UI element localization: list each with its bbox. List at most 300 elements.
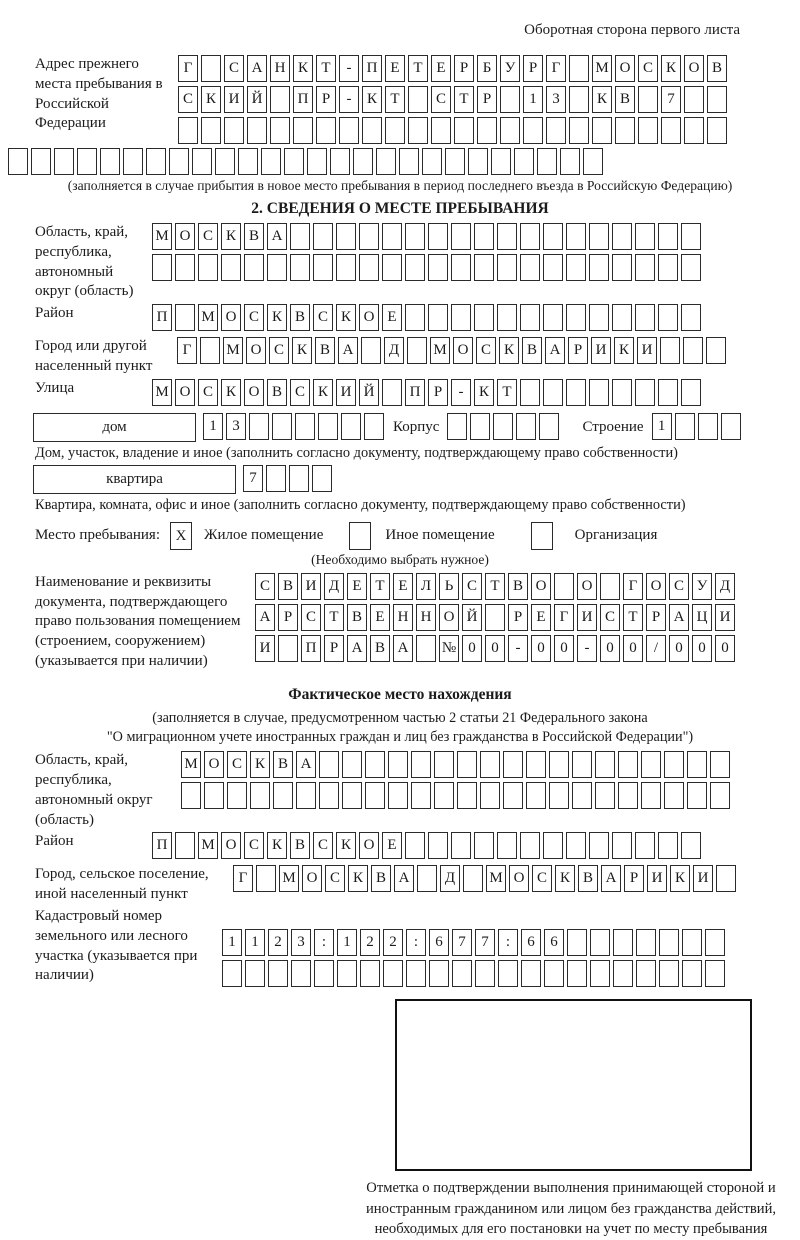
char-cell[interactable]: О <box>509 865 529 892</box>
char-cell[interactable] <box>268 960 288 987</box>
char-cell[interactable]: М <box>430 337 450 364</box>
char-cell[interactable] <box>480 751 500 778</box>
char-cell[interactable] <box>383 960 403 987</box>
char-cell[interactable] <box>376 148 396 175</box>
char-cell[interactable]: Е <box>382 304 402 331</box>
char-cell[interactable] <box>365 751 385 778</box>
char-cell[interactable] <box>493 413 513 440</box>
char-cell[interactable]: К <box>614 337 634 364</box>
char-cell[interactable] <box>480 782 500 809</box>
char-cell[interactable]: И <box>647 865 667 892</box>
char-cell[interactable] <box>215 148 235 175</box>
char-cell[interactable]: А <box>545 337 565 364</box>
char-cell[interactable] <box>543 254 563 281</box>
char-cell[interactable]: 1 <box>523 86 543 113</box>
char-cell[interactable]: Д <box>715 573 735 600</box>
char-cell[interactable] <box>615 117 635 144</box>
char-cell[interactable]: 7 <box>243 465 263 492</box>
char-cell[interactable]: С <box>244 304 264 331</box>
char-cell[interactable] <box>8 148 28 175</box>
char-cell[interactable]: 0 <box>623 635 643 662</box>
char-cell[interactable]: - <box>451 379 471 406</box>
char-cell[interactable] <box>224 117 244 144</box>
char-cell[interactable] <box>549 782 569 809</box>
char-cell[interactable]: С <box>313 304 333 331</box>
char-cell[interactable] <box>497 223 517 250</box>
char-cell[interactable]: О <box>221 832 241 859</box>
char-cell[interactable] <box>554 573 574 600</box>
char-cell[interactable]: К <box>313 379 333 406</box>
char-cell[interactable]: О <box>531 573 551 600</box>
char-cell[interactable]: П <box>405 379 425 406</box>
char-cell[interactable] <box>659 929 679 956</box>
char-cell[interactable] <box>658 223 678 250</box>
char-cell[interactable] <box>382 223 402 250</box>
char-cell[interactable] <box>408 117 428 144</box>
char-cell[interactable] <box>261 148 281 175</box>
char-cell[interactable]: 1 <box>652 413 672 440</box>
char-cell[interactable] <box>658 379 678 406</box>
char-cell[interactable] <box>641 782 661 809</box>
char-cell[interactable] <box>221 254 241 281</box>
char-cell[interactable]: Р <box>523 55 543 82</box>
char-cell[interactable] <box>447 413 467 440</box>
char-cell[interactable] <box>314 960 334 987</box>
char-cell[interactable]: С <box>227 751 247 778</box>
char-cell[interactable] <box>244 254 264 281</box>
char-cell[interactable] <box>222 960 242 987</box>
char-cell[interactable] <box>272 413 292 440</box>
char-cell[interactable]: О <box>221 304 241 331</box>
char-cell[interactable] <box>388 782 408 809</box>
char-cell[interactable] <box>451 832 471 859</box>
char-cell[interactable] <box>566 304 586 331</box>
char-cell[interactable] <box>318 413 338 440</box>
char-cell[interactable] <box>681 223 701 250</box>
char-cell[interactable]: Р <box>278 604 298 631</box>
char-cell[interactable]: Д <box>440 865 460 892</box>
char-cell[interactable] <box>612 304 632 331</box>
char-cell[interactable]: Р <box>454 55 474 82</box>
char-cell[interactable]: О <box>204 751 224 778</box>
char-cell[interactable] <box>405 223 425 250</box>
char-cell[interactable]: А <box>247 55 267 82</box>
char-cell[interactable]: А <box>601 865 621 892</box>
char-cell[interactable]: К <box>201 86 221 113</box>
char-cell[interactable] <box>316 117 336 144</box>
char-cell[interactable] <box>710 782 730 809</box>
char-cell[interactable]: У <box>692 573 712 600</box>
char-cell[interactable] <box>201 117 221 144</box>
char-cell[interactable] <box>428 304 448 331</box>
char-cell[interactable] <box>681 379 701 406</box>
char-cell[interactable] <box>273 782 293 809</box>
char-cell[interactable]: А <box>267 223 287 250</box>
char-cell[interactable] <box>192 148 212 175</box>
char-cell[interactable]: Ц <box>692 604 712 631</box>
char-cell[interactable] <box>227 782 247 809</box>
char-cell[interactable] <box>635 223 655 250</box>
char-cell[interactable]: М <box>198 304 218 331</box>
char-cell[interactable]: В <box>522 337 542 364</box>
char-cell[interactable] <box>382 254 402 281</box>
char-cell[interactable]: 7 <box>661 86 681 113</box>
char-cell[interactable] <box>181 782 201 809</box>
char-cell[interactable] <box>408 86 428 113</box>
char-cell[interactable] <box>313 223 333 250</box>
char-cell[interactable] <box>429 960 449 987</box>
char-cell[interactable]: 3 <box>226 413 246 440</box>
char-cell[interactable]: О <box>684 55 704 82</box>
char-cell[interactable] <box>566 254 586 281</box>
char-cell[interactable]: К <box>336 832 356 859</box>
char-cell[interactable] <box>359 223 379 250</box>
char-cell[interactable]: Р <box>646 604 666 631</box>
char-cell[interactable] <box>583 148 603 175</box>
char-cell[interactable] <box>569 55 589 82</box>
char-cell[interactable] <box>636 929 656 956</box>
char-cell[interactable] <box>291 960 311 987</box>
kvartira-type-box[interactable]: квартира <box>33 465 236 494</box>
char-cell[interactable] <box>566 223 586 250</box>
char-cell[interactable]: А <box>255 604 275 631</box>
char-cell[interactable] <box>405 304 425 331</box>
char-cell[interactable] <box>417 865 437 892</box>
char-cell[interactable] <box>514 148 534 175</box>
char-cell[interactable]: 2 <box>268 929 288 956</box>
char-cell[interactable]: И <box>577 604 597 631</box>
char-cell[interactable]: Ь <box>439 573 459 600</box>
char-cell[interactable] <box>590 929 610 956</box>
char-cell[interactable] <box>452 960 472 987</box>
char-cell[interactable]: К <box>348 865 368 892</box>
char-cell[interactable] <box>635 379 655 406</box>
char-cell[interactable] <box>638 117 658 144</box>
char-cell[interactable] <box>498 960 518 987</box>
char-cell[interactable]: Р <box>324 635 344 662</box>
char-cell[interactable]: Т <box>324 604 344 631</box>
char-cell[interactable] <box>539 413 559 440</box>
char-cell[interactable]: С <box>255 573 275 600</box>
char-cell[interactable] <box>411 751 431 778</box>
char-cell[interactable] <box>546 117 566 144</box>
char-cell[interactable]: В <box>278 573 298 600</box>
char-cell[interactable]: М <box>152 223 172 250</box>
char-cell[interactable]: - <box>339 86 359 113</box>
checkbox-organizatsiya[interactable] <box>531 522 553 550</box>
char-cell[interactable] <box>454 117 474 144</box>
char-cell[interactable] <box>560 148 580 175</box>
char-cell[interactable] <box>290 223 310 250</box>
char-cell[interactable] <box>526 782 546 809</box>
char-cell[interactable] <box>566 832 586 859</box>
char-cell[interactable] <box>569 86 589 113</box>
char-cell[interactable]: В <box>578 865 598 892</box>
char-cell[interactable] <box>468 148 488 175</box>
char-cell[interactable] <box>497 304 517 331</box>
char-cell[interactable]: В <box>315 337 335 364</box>
char-cell[interactable]: С <box>431 86 451 113</box>
char-cell[interactable] <box>353 148 373 175</box>
char-cell[interactable]: Е <box>382 832 402 859</box>
char-cell[interactable]: С <box>178 86 198 113</box>
char-cell[interactable]: С <box>301 604 321 631</box>
char-cell[interactable] <box>463 865 483 892</box>
char-cell[interactable]: К <box>474 379 494 406</box>
char-cell[interactable] <box>705 960 725 987</box>
char-cell[interactable] <box>238 148 258 175</box>
char-cell[interactable] <box>520 223 540 250</box>
char-cell[interactable] <box>382 379 402 406</box>
char-cell[interactable]: Т <box>316 55 336 82</box>
char-cell[interactable]: К <box>292 337 312 364</box>
char-cell[interactable] <box>362 117 382 144</box>
char-cell[interactable] <box>336 223 356 250</box>
char-cell[interactable]: Р <box>624 865 644 892</box>
char-cell[interactable]: 3 <box>546 86 566 113</box>
char-cell[interactable] <box>405 254 425 281</box>
char-cell[interactable] <box>388 751 408 778</box>
char-cell[interactable] <box>256 865 276 892</box>
char-cell[interactable]: 0 <box>485 635 505 662</box>
char-cell[interactable] <box>31 148 51 175</box>
char-cell[interactable] <box>477 117 497 144</box>
char-cell[interactable]: 1 <box>337 929 357 956</box>
char-cell[interactable] <box>295 413 315 440</box>
char-cell[interactable] <box>359 254 379 281</box>
char-cell[interactable]: И <box>224 86 244 113</box>
char-cell[interactable]: Н <box>393 604 413 631</box>
char-cell[interactable] <box>405 832 425 859</box>
char-cell[interactable] <box>638 86 658 113</box>
char-cell[interactable] <box>521 960 541 987</box>
char-cell[interactable] <box>710 751 730 778</box>
char-cell[interactable] <box>201 55 221 82</box>
char-cell[interactable]: В <box>347 604 367 631</box>
char-cell[interactable] <box>589 832 609 859</box>
char-cell[interactable]: 0 <box>531 635 551 662</box>
char-cell[interactable] <box>612 223 632 250</box>
char-cell[interactable]: : <box>314 929 334 956</box>
char-cell[interactable] <box>342 751 362 778</box>
char-cell[interactable] <box>589 254 609 281</box>
char-cell[interactable] <box>169 148 189 175</box>
char-cell[interactable] <box>572 751 592 778</box>
char-cell[interactable]: А <box>394 865 414 892</box>
char-cell[interactable]: О <box>246 337 266 364</box>
char-cell[interactable]: Р <box>316 86 336 113</box>
char-cell[interactable]: 0 <box>715 635 735 662</box>
char-cell[interactable] <box>146 148 166 175</box>
char-cell[interactable]: Й <box>247 86 267 113</box>
char-cell[interactable]: М <box>181 751 201 778</box>
char-cell[interactable]: О <box>615 55 635 82</box>
char-cell[interactable]: 0 <box>600 635 620 662</box>
char-cell[interactable]: Р <box>477 86 497 113</box>
char-cell[interactable]: О <box>244 379 264 406</box>
char-cell[interactable]: О <box>302 865 322 892</box>
char-cell[interactable]: Л <box>416 573 436 600</box>
char-cell[interactable]: 0 <box>554 635 574 662</box>
char-cell[interactable] <box>590 960 610 987</box>
char-cell[interactable] <box>451 304 471 331</box>
char-cell[interactable]: Е <box>347 573 367 600</box>
char-cell[interactable]: К <box>250 751 270 778</box>
char-cell[interactable] <box>319 782 339 809</box>
char-cell[interactable]: С <box>224 55 244 82</box>
char-cell[interactable]: К <box>592 86 612 113</box>
char-cell[interactable]: П <box>301 635 321 662</box>
char-cell[interactable] <box>399 148 419 175</box>
char-cell[interactable] <box>613 929 633 956</box>
char-cell[interactable] <box>249 413 269 440</box>
char-cell[interactable]: Г <box>554 604 574 631</box>
char-cell[interactable]: 6 <box>429 929 449 956</box>
char-cell[interactable]: Т <box>623 604 643 631</box>
char-cell[interactable] <box>721 413 741 440</box>
char-cell[interactable] <box>612 254 632 281</box>
char-cell[interactable]: С <box>600 604 620 631</box>
char-cell[interactable] <box>661 117 681 144</box>
char-cell[interactable]: М <box>152 379 172 406</box>
char-cell[interactable] <box>613 960 633 987</box>
char-cell[interactable] <box>289 465 309 492</box>
char-cell[interactable]: Г <box>177 337 197 364</box>
char-cell[interactable]: О <box>175 379 195 406</box>
char-cell[interactable] <box>636 960 656 987</box>
char-cell[interactable] <box>123 148 143 175</box>
char-cell[interactable] <box>361 337 381 364</box>
char-cell[interactable] <box>707 86 727 113</box>
char-cell[interactable]: 2 <box>360 929 380 956</box>
char-cell[interactable]: С <box>198 379 218 406</box>
char-cell[interactable] <box>706 337 726 364</box>
char-cell[interactable] <box>589 223 609 250</box>
char-cell[interactable] <box>664 751 684 778</box>
char-cell[interactable] <box>503 782 523 809</box>
char-cell[interactable]: С <box>669 573 689 600</box>
char-cell[interactable] <box>77 148 97 175</box>
char-cell[interactable] <box>474 223 494 250</box>
char-cell[interactable] <box>635 254 655 281</box>
char-cell[interactable] <box>520 304 540 331</box>
char-cell[interactable] <box>549 751 569 778</box>
char-cell[interactable]: Д <box>384 337 404 364</box>
char-cell[interactable] <box>684 117 704 144</box>
char-cell[interactable]: М <box>223 337 243 364</box>
char-cell[interactable] <box>470 413 490 440</box>
char-cell[interactable] <box>707 117 727 144</box>
char-cell[interactable] <box>566 379 586 406</box>
char-cell[interactable] <box>684 86 704 113</box>
char-cell[interactable] <box>278 635 298 662</box>
char-cell[interactable]: - <box>508 635 528 662</box>
char-cell[interactable]: А <box>347 635 367 662</box>
char-cell[interactable] <box>681 832 701 859</box>
char-cell[interactable] <box>592 117 612 144</box>
char-cell[interactable]: С <box>325 865 345 892</box>
char-cell[interactable]: Б <box>477 55 497 82</box>
char-cell[interactable] <box>266 465 286 492</box>
char-cell[interactable]: О <box>175 223 195 250</box>
char-cell[interactable]: 0 <box>669 635 689 662</box>
char-cell[interactable]: Е <box>531 604 551 631</box>
char-cell[interactable] <box>100 148 120 175</box>
char-cell[interactable] <box>687 751 707 778</box>
char-cell[interactable] <box>339 117 359 144</box>
char-cell[interactable] <box>431 117 451 144</box>
char-cell[interactable]: Т <box>408 55 428 82</box>
char-cell[interactable] <box>659 960 679 987</box>
char-cell[interactable]: В <box>371 865 391 892</box>
char-cell[interactable]: А <box>296 751 316 778</box>
char-cell[interactable] <box>658 254 678 281</box>
char-cell[interactable]: - <box>577 635 597 662</box>
char-cell[interactable]: О <box>359 832 379 859</box>
char-cell[interactable] <box>589 379 609 406</box>
char-cell[interactable] <box>543 223 563 250</box>
char-cell[interactable] <box>330 148 350 175</box>
char-cell[interactable] <box>520 832 540 859</box>
char-cell[interactable]: С <box>198 223 218 250</box>
char-cell[interactable]: М <box>486 865 506 892</box>
char-cell[interactable] <box>516 413 536 440</box>
char-cell[interactable] <box>364 413 384 440</box>
char-cell[interactable]: К <box>555 865 575 892</box>
char-cell[interactable] <box>681 304 701 331</box>
char-cell[interactable] <box>341 413 361 440</box>
char-cell[interactable] <box>589 304 609 331</box>
char-cell[interactable] <box>682 929 702 956</box>
char-cell[interactable] <box>407 337 427 364</box>
char-cell[interactable] <box>457 751 477 778</box>
char-cell[interactable]: С <box>532 865 552 892</box>
char-cell[interactable] <box>716 865 736 892</box>
char-cell[interactable] <box>474 832 494 859</box>
char-cell[interactable]: 0 <box>692 635 712 662</box>
char-cell[interactable]: Г <box>178 55 198 82</box>
char-cell[interactable]: К <box>362 86 382 113</box>
char-cell[interactable] <box>270 86 290 113</box>
char-cell[interactable] <box>658 832 678 859</box>
char-cell[interactable] <box>270 117 290 144</box>
char-cell[interactable] <box>200 337 220 364</box>
char-cell[interactable]: М <box>279 865 299 892</box>
char-cell[interactable] <box>422 148 442 175</box>
char-cell[interactable]: - <box>339 55 359 82</box>
char-cell[interactable] <box>526 751 546 778</box>
char-cell[interactable]: П <box>362 55 382 82</box>
char-cell[interactable]: В <box>273 751 293 778</box>
char-cell[interactable] <box>543 832 563 859</box>
char-cell[interactable] <box>451 254 471 281</box>
char-cell[interactable] <box>618 751 638 778</box>
char-cell[interactable]: С <box>638 55 658 82</box>
checkbox-zhiloe[interactable]: X <box>170 522 192 550</box>
char-cell[interactable]: 6 <box>521 929 541 956</box>
char-cell[interactable]: Т <box>485 573 505 600</box>
char-cell[interactable] <box>660 337 680 364</box>
char-cell[interactable]: Е <box>393 573 413 600</box>
char-cell[interactable]: О <box>577 573 597 600</box>
char-cell[interactable] <box>312 465 332 492</box>
char-cell[interactable]: К <box>661 55 681 82</box>
char-cell[interactable]: Т <box>454 86 474 113</box>
char-cell[interactable]: Н <box>416 604 436 631</box>
char-cell[interactable]: В <box>267 379 287 406</box>
char-cell[interactable] <box>360 960 380 987</box>
char-cell[interactable] <box>290 254 310 281</box>
